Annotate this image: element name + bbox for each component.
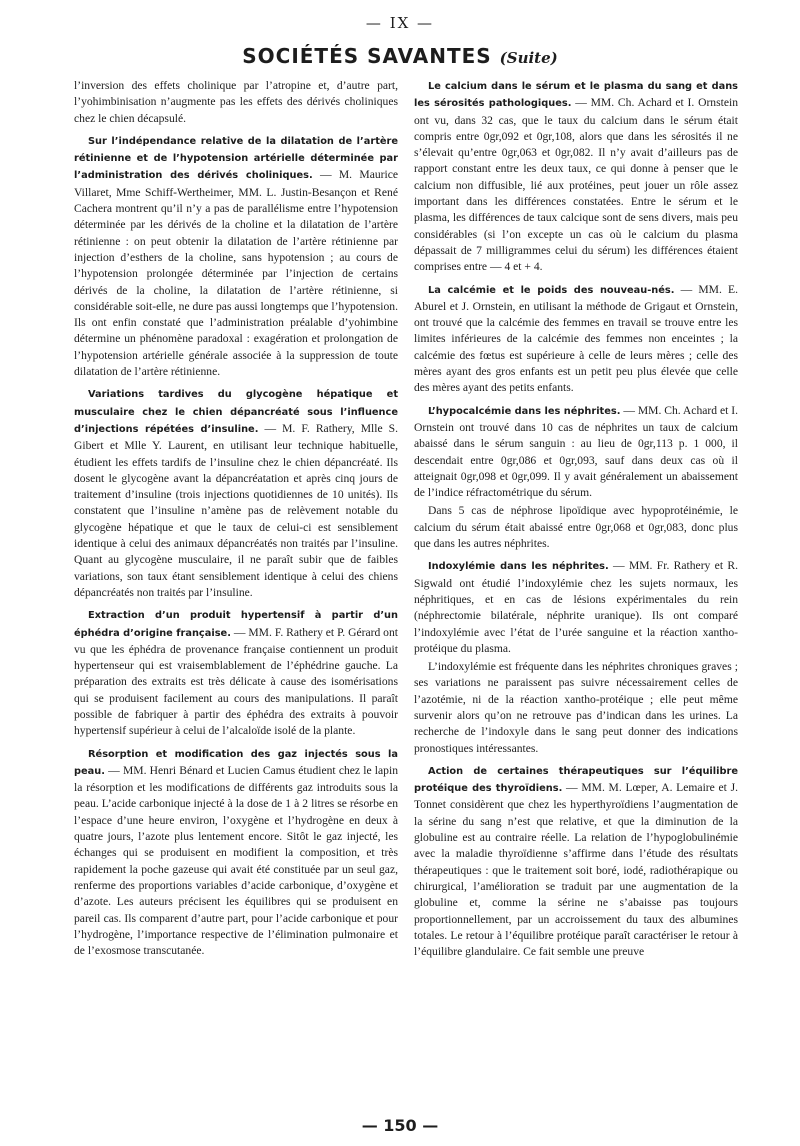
abstract-paragraph [74,78,398,127]
abstract-paragraph [414,78,738,276]
paragraph-body: — MM. E. Aburel et J. Ornstein, en utilisant la méthode de Grigaut et Ornstein, ont trouvé que la calcémie des femmes en travail se trouve entre les limites inférieures de la calcémie des femmes non enceintes ; la calcémie des fœtus est supérieure à celle de leurs mères ; celle des mères ayant des gros enfants est un petit peu plus élevée que celle des mères ayant des petits enfants. [414,282,738,395]
abstract-paragraph [74,386,398,601]
section-title-suffix: (Suite) [499,49,558,67]
abstract-title: Extraction d’un produit hypertensif à partir d’un éphédra d’origine française. [74,610,398,639]
abstract-paragraph [414,403,738,502]
abstract-paragraph [74,133,398,380]
section-header [0,44,800,68]
abstract-title: La calcémie et le poids des nouveau-nés. [428,284,675,296]
abstract-title: Action de certaines thérapeutiques sur l’équilibre protéique des thyroïdiens. [414,765,738,795]
abstract-paragraph [414,282,738,397]
paragraph-body: — MM. Fr. Rathery et R. Sigwald ont étudié l’indoxylémie chez les sujets normaux, les néphritiques, et en cas de lésions expérimentales du rein (néphrectomie bilatérale, néphrite uranique). Ils ont comparé l’indoxylémie avec l’état de l’urée sanguine et la réaction xantho-protéique du plasma. [414,559,738,655]
page-number: — 150 — [361,1116,439,1135]
abstract-paragraph [414,503,738,552]
paragraph-body: l’inversion des effets cholinique par l’atropine et, d’autre part, l’yohimbinisation n’augmente pas les effets des dérivés choliniques chez le chien décapsulé. [74,79,398,125]
paragraph-body: — MM. Ch. Achard et I. Ornstein ont vu, dans 32 cas, que le taux du calcium dans le sérum était compris entre 0gr,092 et 0gr,108, alors que dans les sérosités il ne s’élevait qu’entre 0gr,063 et 0gr,082. Il n’y avait d’ailleurs pas de rapport constant entre les deux taux, ce qui donne à penser que le calcium non diffusible, lié aux protéines, peut jouer un rôle assez important dans les différences constatées. Entre le sérum et le plasma, les différences de taux calcique sont de sens divers, mais peu considérables (si l’on excepte un cas où le calcium du plasma dépassait de 7 milligrammes celui du sérum) les différences étaient comprises entre — 4 et + 4. [414,96,739,274]
abstract-paragraph [414,763,738,961]
paragraph-body: Dans 5 cas de néphrose lipoïdique avec hypoprotéinémie, le calcium du sérum était abaissé entre 0gr,068 et 0gr,083, donc plus que dans les autres néphrites. [414,504,738,551]
paragraph-body: — MM. M. Lœper, A. Lemaire et J. Tonnet considèrent que chez les hyperthyroïdiens l’augmentation de la sérine du sang n’est que relative, et que la diminution de la globuline est au contraire réelle. La relation de l’hypoglobulinémie avec la maladie thyroïdienne s’affirme dans l’étude des résultats thérapeutiques : que le traitement soit boré, iodé, radiothérapique ou chirurgical, l’amélioration se traduit par une augmentation de la globuline et, comme la sérine ne s’abaisse pas toujours proportionnellement, par un accroissement du taux des albumines totales. Le retour à l’équilibre protéique paraît caractériser le retour à l’équilibre glandulaire. Ce fait semble une preuve [414,781,738,959]
abstract-title: Le calcium dans le sérum et le plasma du sang et dans les sérosités pathologiques. [414,81,738,110]
abstract-title: Variations tardives du glycogène hépatique et musculaire chez le chien dépancréaté sous l’influence d’injections répétées d’insuline. [74,389,398,435]
paragraph-body: — MM. Ch. Achard et I. Ornstein ont trouvé dans 10 cas de néphrites un taux de calcium abaissé dans le sérum sanguin : au lieu de 0gr,113 p. 1 000, il descendait entre 0gr,086 et 0gr,093, sauf dans deux cas où il atteignait 0gr,098 et 0gr,099. Il y avait généralement un abaissement de l’indice réfractométrique du sérum. [414,403,738,500]
right-column [414,78,738,962]
paragraph-body: — M. Maurice Villaret, Mme Schiff-Wertheimer, MM. L. Justin-Besançon et René Cachera montrent qu’il n’y a pas de parallélisme entre l’hypotension déterminée par les dérivés de la choline et la dilatation de l’artère rétinienne : on peut obtenir la dilatation de l’artère rétinienne par injection d’esthers de la choline, sans hypotension ; au cours de l’hypotension prolongée déterminée par l’injection de certains dérivés de la choline, la dilatation de l’artère rétinienne, si considérable soit-elle, ne dure pas aussi longtemps que l’hypotension. Ils ont enfin constaté que l’administration préalable d’yohimbine détermine un phénomène paradoxal : exagération et prolongation de l’hypotension artérielle générale associée à la suppression de toute dilatation de l’artère rétinienne. [74,168,399,379]
abstract-title: Résorption et modification des gaz injectés sous la peau. [74,748,398,777]
paragraph-body: — M. F. Rathery, Mlle S. Gibert et Mlle Y. Laurent, en utilisant leur technique habituelle, étudient les effets tardifs de l’insuline chez le chien dépancréaté. Ils dosent le glycogène avant la dépancréatation et après cinq jours de traitement d’insuline (trois injections quotidiennes de 10 unités). Ils constatent que l’insuline n’amène pas de relèvement notable du glycogène hépatique et que le taux de celui-ci est sensiblement identique à celui des animaux dépancréatés non traités par l’insuline. Quant au glycogène musculaire, il ne paraît subir que de faibles variations, son taux étant sensiblement identique à celui des chiens dépancréatés non traités par l’insuline. [74,421,398,599]
left-column [74,78,398,961]
section-title: SOCIÉTÉS SAVANTES [242,44,492,68]
abstract-title: Sur l’indépendance relative de la dilatation de l’artère rétinienne et de l’hypotension artérielle déterminée par l’administration des dérivés choliniques. [74,135,398,182]
abstract-paragraph [414,558,738,657]
abstract-title: Indoxylémie dans les néphrites. [428,561,609,573]
abstract-paragraph [74,607,398,739]
abstract-title: L’hypocalcémie dans les néphrites. [428,405,621,417]
abstract-paragraph [74,746,398,960]
roman-page-number: — IX — [365,14,435,32]
paragraph-body: — MM. F. Rathery et P. Gérard ont vu que les éphédra de provenance française contiennent un produit hypertenseur qui est vraisemblablement de l’éphédrine gauche. La préparation des extraits est très délicate à cause des isomérisations qui se produisent facilement au cours des manipulations. Il paraît possible de fabriquer à partir des éphédra des extraits à pouvoir hypertensif supérieur à celui de l’alcaloïde isolé de la plante. [74,625,398,738]
paragraph-body: L’indoxylémie est fréquente dans les néphrites chroniques graves ; ses variations ne paraissent pas suivre nécessairement celles de l’azotémie, ni de la réaction xantho-protéique ; elle peut même survenir alors qu’on ne retrouve pas d’indican dans les urines. La recherche de l’indoxyle dans le sang peut donner des indications pronostiques intéressantes. [414,660,738,755]
paragraph-body: — MM. Henri Bénard et Lucien Camus étudient chez le lapin la résorption et les modifications de différents gaz introduits sous la peau. L’acide carbonique injecté à la dose de 1 à 2 litres se résorbe en l’espace d’une heure environ, l’oxygène et l’hydrogène en deux à quatre jours, l’azote plus lentement encore. Sitôt le gaz injecté, les échanges qui se produisent en modifient la composition, et très rapidement la poche gazeuse qui avait été constituée par un seul gaz, renferme des proportions variables d’acide carbonique, d’oxygène et d’azote. Les auteurs précisent les équilibres qui se produisent en pareil cas. Ils comparent d’autre part, pour l’acide carbonique et pour l’hydrogène, l’importance respective de l’élimination pulmonaire et de l’exosmose transcutanée. [74,763,398,958]
abstract-paragraph [414,659,738,757]
